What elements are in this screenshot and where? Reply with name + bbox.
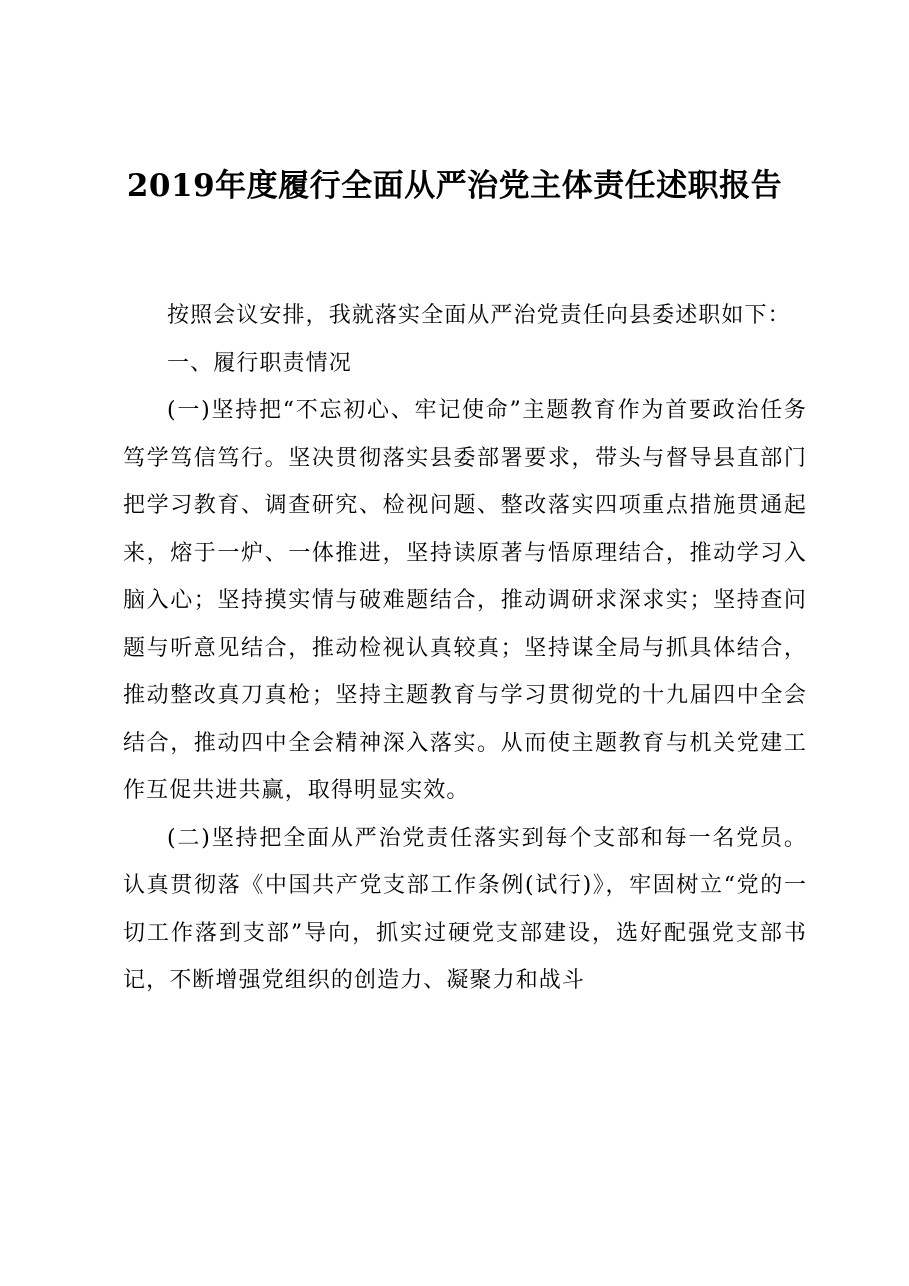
section-heading: 一、履行职责情况 xyxy=(167,350,352,376)
document-title: 2019年度履行全面从严治党主体责任述职报告 xyxy=(126,168,783,204)
paragraph-item-2: (二)坚持把全面从严治党责任落实到每个支部和每一名党员。认真贯彻落《中国共产党支部工作条例(试行)》，牢固树立“党的一切工作落到支部”导向，抓实过硬党支部建设，选好配强党支部书记，不断增强党组织的创造力、凝聚力和战斗 xyxy=(123,825,807,993)
paragraph-item-1: (一)坚持把“不忘初心、牢记使命”主题教育作为首要政治任务笃学笃信笃行。坚决贯彻落实县委部署要求，带头与督导县直部门把学习教育、调查研究、检视问题、整改落实四项重点措施贯通起来，熔于一炉、一体推进，坚持读原著与悟原理结合，推动学习入脑入心；坚持摸实情与破难题结合，推动调研求深求实；坚持查问题与听意见结合，推动检视认真较真；坚持谋全局与抓具体结合，推动整改真刀真枪；坚持主题教育与学习贯彻党的十九届四中全会结合，推动四中全会精神深入落实。从而使主题教育与机关党建工作互促共进共赢，取得明显实效。 xyxy=(123,398,807,803)
document-body xyxy=(123,292,807,1005)
paragraph-intro: 按照会议安排，我就落实全面从严治党责任向县委述职如下： xyxy=(167,303,791,328)
